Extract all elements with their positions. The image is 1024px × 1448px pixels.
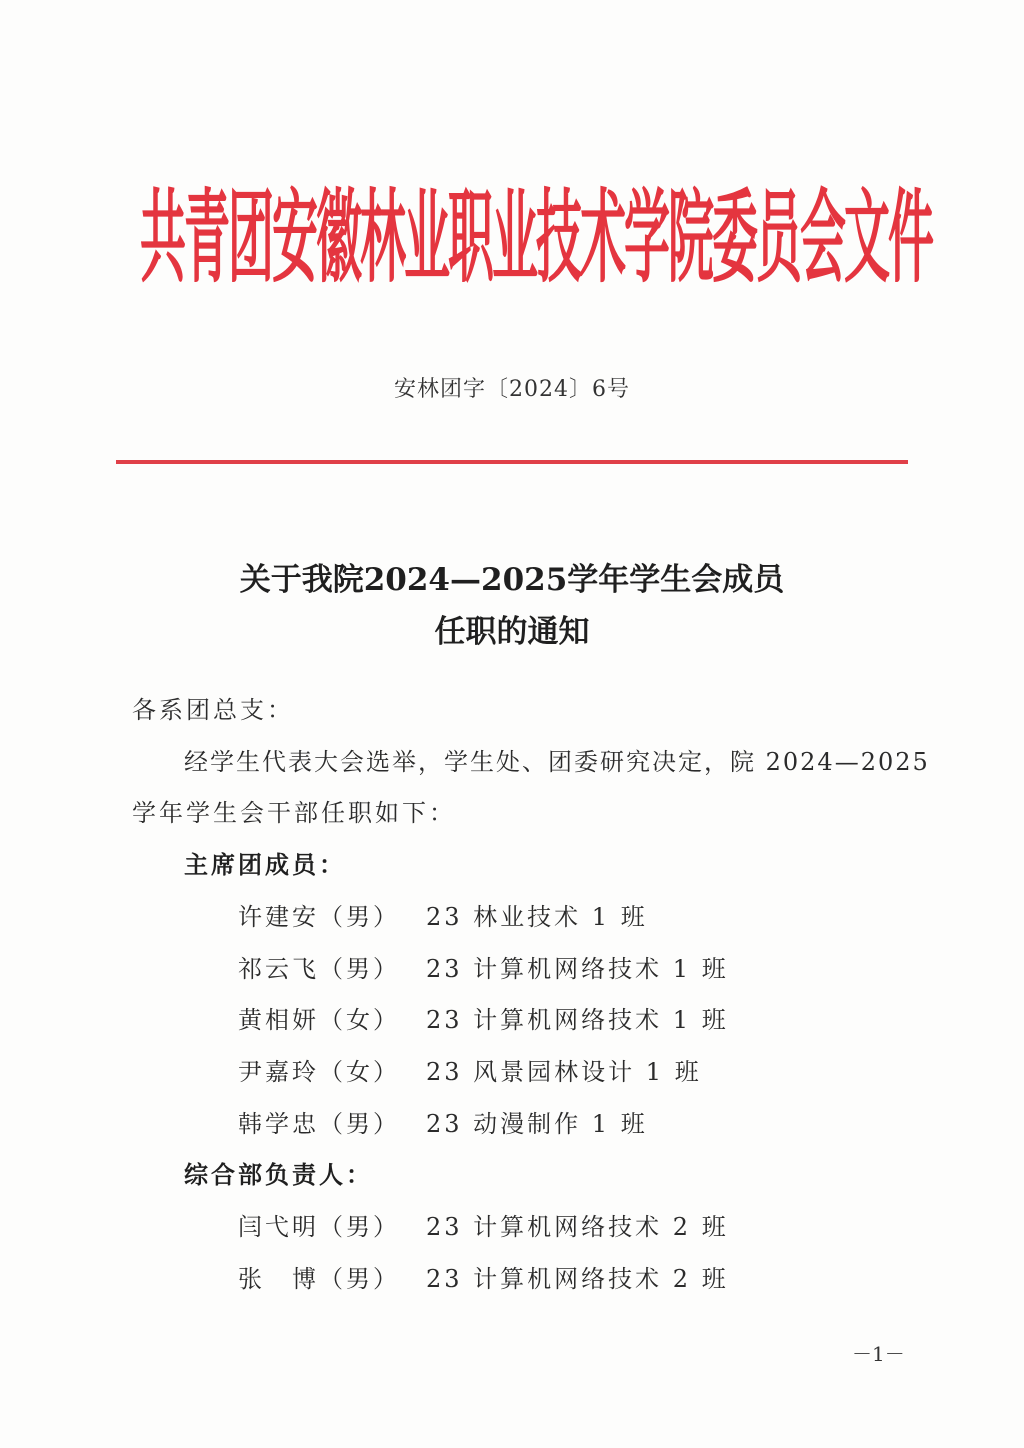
member-class: 23 计算机网络技术 1 班 bbox=[426, 1006, 729, 1034]
member-name: 张 博（男） bbox=[238, 1265, 400, 1293]
member-name: 韩学忠（男） bbox=[238, 1110, 400, 1138]
member-name: 黄相妍（女） bbox=[238, 1006, 400, 1034]
page-number: －1－ bbox=[852, 1342, 905, 1366]
member-name: 祁云飞（男） bbox=[238, 955, 400, 983]
member-class: 23 林业技术 1 班 bbox=[426, 903, 648, 931]
header-divider bbox=[116, 460, 908, 464]
member-class: 23 计算机网络技术 1 班 bbox=[426, 955, 729, 983]
member-name: 尹嘉玲（女） bbox=[238, 1058, 400, 1086]
document-number: 安林团字〔2024〕6号 bbox=[394, 377, 630, 402]
member-class: 23 动漫制作 1 班 bbox=[426, 1110, 648, 1138]
member-class: 23 计算机网络技术 2 班 bbox=[426, 1265, 729, 1293]
member-class: 23 计算机网络技术 2 班 bbox=[426, 1213, 729, 1241]
intro-line2: 学年学生会干部任职如下： bbox=[132, 799, 456, 827]
salutation: 各系团总支： bbox=[132, 696, 294, 724]
notice-title-line1: 关于我院2024—2025学年学生会成员 bbox=[239, 562, 785, 598]
member-name: 许建安（男） bbox=[238, 903, 400, 931]
org-header-title bbox=[140, 178, 940, 308]
org-header-text: 共青团安徽林业职业技术学院委员会文件 bbox=[140, 178, 932, 297]
section-heading-general-dept: 综合部负责人： bbox=[184, 1160, 373, 1189]
notice-title-line2: 任职的通知 bbox=[434, 614, 590, 650]
member-name: 闫弋明（男） bbox=[238, 1213, 400, 1241]
intro-line1: 经学生代表大会选举，学生处、团委研究决定，院 2024—2025 bbox=[184, 748, 930, 776]
section-heading-presidium: 主席团成员： bbox=[184, 850, 346, 879]
member-class: 23 风景园林设计 1 班 bbox=[426, 1058, 702, 1086]
